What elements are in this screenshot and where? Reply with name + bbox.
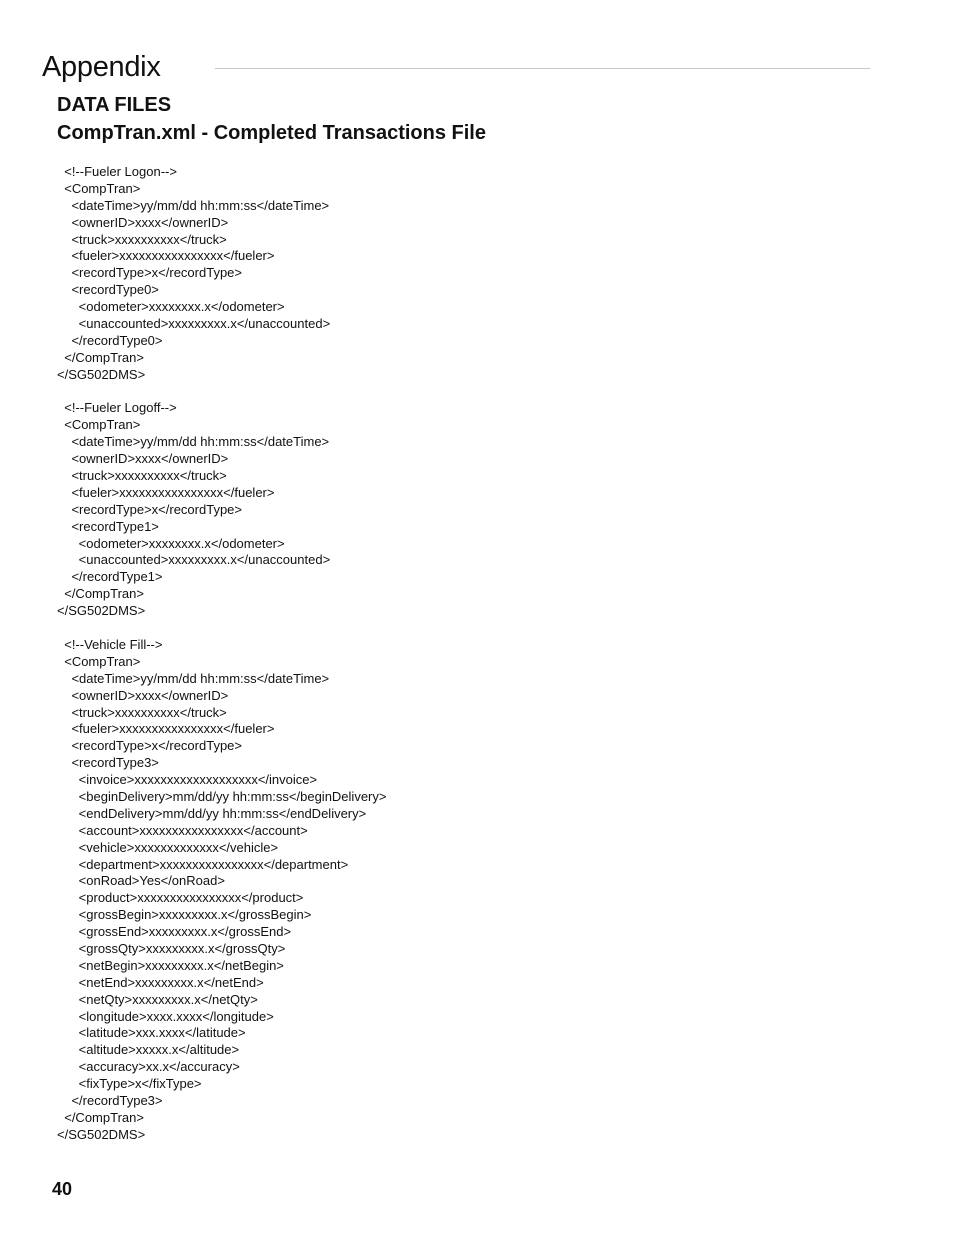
code-line: <!--Vehicle Fill--> [57,636,163,652]
code-line: <recordType1> [57,518,159,534]
header-divider [215,68,870,69]
code-line: <fueler>xxxxxxxxxxxxxxxx</fueler> [57,721,275,737]
code-line: <account>xxxxxxxxxxxxxxxx</account> [57,822,308,838]
code-line: <grossEnd>xxxxxxxxx.x</grossEnd> [57,924,292,940]
code-line: <ownerID>xxxx</ownerID> [57,687,229,703]
code-line: <truck>xxxxxxxxxx</truck> [57,231,227,247]
code-line: <netQty>xxxxxxxxx.x</netQty> [57,991,258,1007]
code-line: <accuracy>xx.x</accuracy> [57,1059,240,1075]
code-line: <fixType>x</fixType> [57,1076,202,1092]
code-line: <product>xxxxxxxxxxxxxxxx</product> [57,890,304,906]
code-line: <netEnd>xxxxxxxxx.x</netEnd> [57,974,264,990]
code-line: <truck>xxxxxxxxxx</truck> [57,468,227,484]
code-line: <ownerID>xxxx</ownerID> [57,451,229,467]
code-line: <CompTran> [57,417,141,433]
code-line: <dateTime>yy/mm/dd hh:mm:ss</dateTime> [57,434,330,450]
code-line: <unaccounted>xxxxxxxxx.x</unaccounted> [57,552,331,568]
code-line: <grossQty>xxxxxxxxx.x</grossQty> [57,940,286,956]
code-line: <fueler>xxxxxxxxxxxxxxxx</fueler> [57,248,275,264]
code-line [57,620,877,637]
code-line: <unaccounted>xxxxxxxxx.x</unaccounted> [57,316,331,332]
code-line: <endDelivery>mm/dd/yy hh:mm:ss</endDelivery> [57,805,367,821]
page-number: 40 [52,1179,73,1199]
code-line: <dateTime>yy/mm/dd hh:mm:ss</dateTime> [57,197,330,213]
code-line: </CompTran> [57,586,144,602]
code-line: </recordType3> [57,1092,163,1108]
page-title: Appendix [42,51,161,83]
code-line [57,384,877,401]
file-heading: CompTran.xml - Completed Transactions File [57,122,486,144]
code-line: <latitude>xxx.xxxx</latitude> [57,1025,246,1041]
code-line: <altitude>xxxxx.x</altitude> [57,1042,240,1058]
code-line: <recordType>x</recordType> [57,738,242,754]
code-line: <department>xxxxxxxxxxxxxxxx</department> [57,856,349,872]
code-line: <vehicle>xxxxxxxxxxxxx</vehicle> [57,839,279,855]
code-line: </SG502DMS> [57,366,146,382]
code-line: <recordType>x</recordType> [57,265,242,281]
code-line: <odometer>xxxxxxxx.x</odometer> [57,299,285,315]
code-line: <beginDelivery>mm/dd/yy hh:mm:ss</beginDelivery> [57,788,387,804]
code-line: <longitude>xxxx.xxxx</longitude> [57,1008,274,1024]
code-line: <recordType0> [57,282,159,298]
code-line: </recordType1> [57,569,163,585]
code-line: <recordType3> [57,755,159,771]
code-line: </CompTran> [57,349,144,365]
code-line: <grossBegin>xxxxxxxxx.x</grossBegin> [57,907,312,923]
code-line: </SG502DMS> [57,603,146,619]
code-line: <dateTime>yy/mm/dd hh:mm:ss</dateTime> [57,670,330,686]
code-line: <onRoad>Yes</onRoad> [57,873,225,889]
code-line: <recordType>x</recordType> [57,501,242,517]
code-line: <!--Fueler Logoff--> [57,400,177,416]
code-line: </recordType0> [57,332,163,348]
code-line: <CompTran> [57,180,141,196]
code-line: </SG502DMS> [57,1126,146,1142]
code-line: <truck>xxxxxxxxxx</truck> [57,704,227,720]
code-line: <ownerID>xxxx</ownerID> [57,214,229,230]
code-line: <odometer>xxxxxxxx.x</odometer> [57,535,285,551]
xml-code-block [57,164,877,1144]
code-line: <fueler>xxxxxxxxxxxxxxxx</fueler> [57,484,275,500]
code-line: </CompTran> [57,1109,144,1125]
code-line: <invoice>xxxxxxxxxxxxxxxxxxx</invoice> [57,772,318,788]
code-line: <netBegin>xxxxxxxxx.x</netBegin> [57,957,284,973]
section-heading: DATA FILES [57,94,172,116]
code-line: <CompTran> [57,653,141,669]
code-line: <!--Fueler Logon--> [57,164,177,179]
